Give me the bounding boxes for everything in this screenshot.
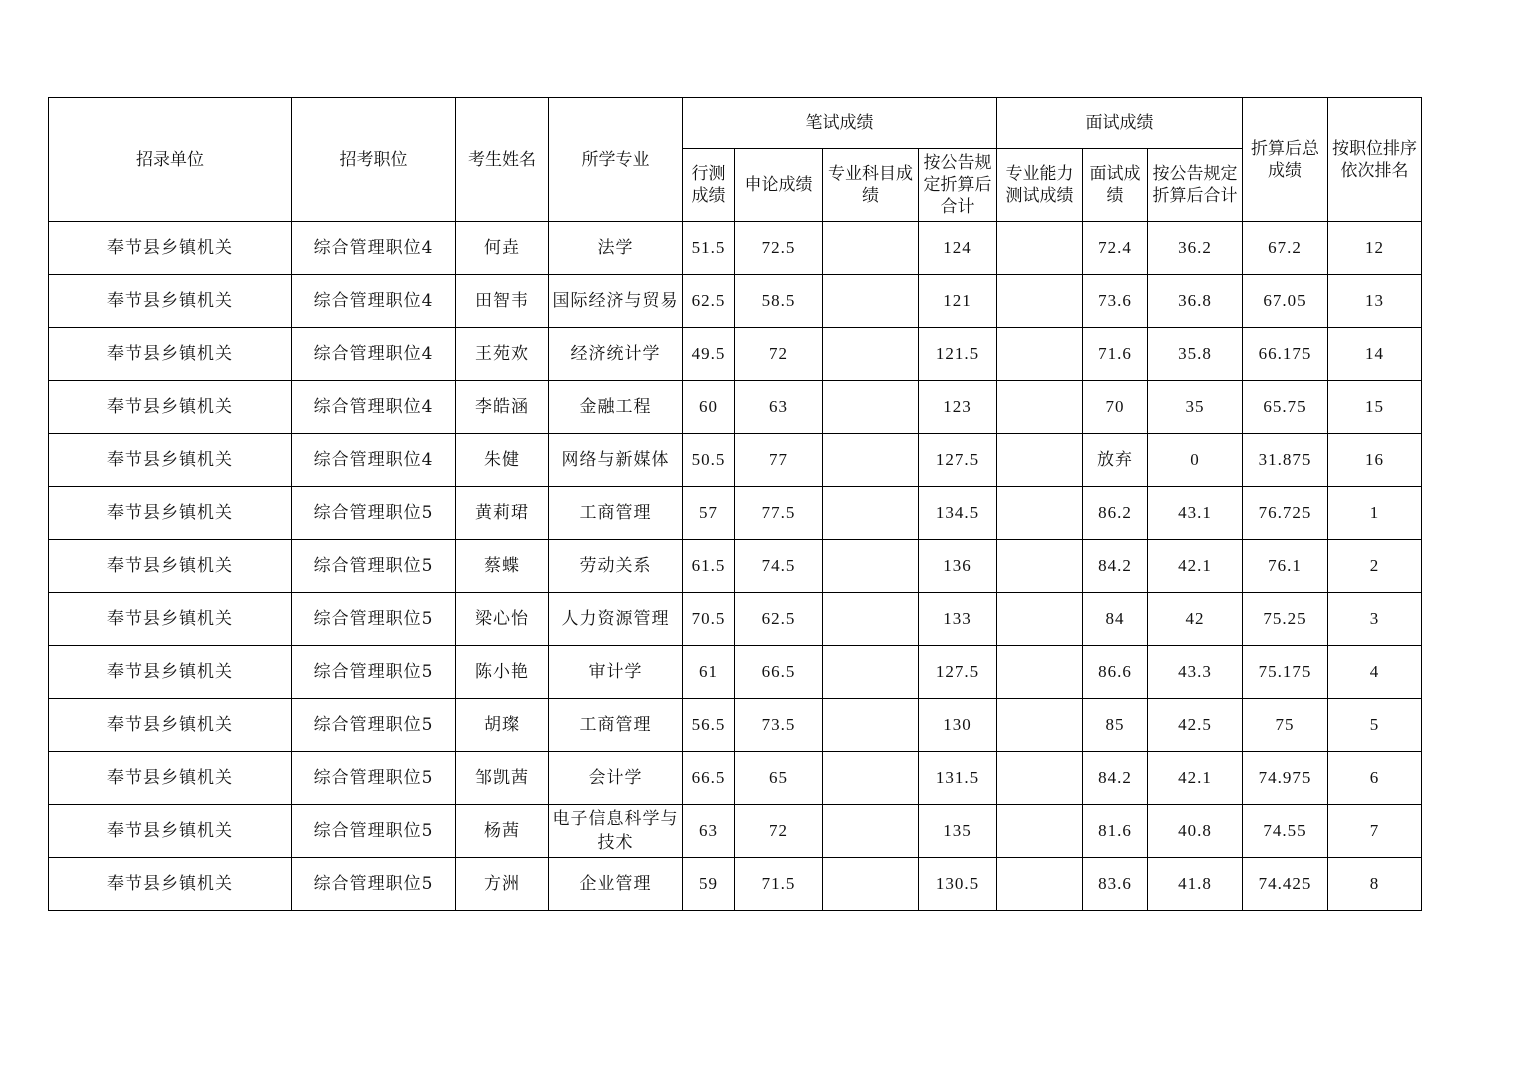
cell-professional xyxy=(823,487,919,540)
cell-professional xyxy=(823,222,919,275)
cell-final: 67.05 xyxy=(1243,275,1328,328)
cell-position: 综合管理职位5 xyxy=(292,805,456,858)
cell-written-total: 130 xyxy=(919,699,997,752)
cell-professional xyxy=(823,540,919,593)
header-written-group: 笔试成绩 xyxy=(683,98,997,149)
cell-final: 74.425 xyxy=(1243,858,1328,911)
cell-ability xyxy=(997,699,1083,752)
header-interview-group: 面试成绩 xyxy=(997,98,1243,149)
cell-final: 66.175 xyxy=(1243,328,1328,381)
cell-name: 梁心怡 xyxy=(456,593,549,646)
cell-major: 国际经济与贸易 xyxy=(549,275,683,328)
cell-final: 76.725 xyxy=(1243,487,1328,540)
header-professional: 专业科目成绩 xyxy=(823,149,919,222)
cell-final: 75.175 xyxy=(1243,646,1328,699)
cell-interview-total: 41.8 xyxy=(1148,858,1243,911)
cell-shenlun: 66.5 xyxy=(735,646,823,699)
cell-xingce: 70.5 xyxy=(683,593,735,646)
cell-major: 金融工程 xyxy=(549,381,683,434)
header-final-total: 折算后总成绩 xyxy=(1243,98,1328,222)
cell-professional xyxy=(823,381,919,434)
cell-interview-total: 42.5 xyxy=(1148,699,1243,752)
cell-rank: 14 xyxy=(1328,328,1422,381)
cell-name: 王苑欢 xyxy=(456,328,549,381)
cell-interview-total: 42.1 xyxy=(1148,540,1243,593)
cell-xingce: 56.5 xyxy=(683,699,735,752)
cell-major: 会计学 xyxy=(549,752,683,805)
header-shenlun: 申论成绩 xyxy=(735,149,823,222)
cell-interview-total: 35.8 xyxy=(1148,328,1243,381)
cell-name: 胡璨 xyxy=(456,699,549,752)
cell-ability xyxy=(997,646,1083,699)
cell-final: 76.1 xyxy=(1243,540,1328,593)
header-unit: 招录单位 xyxy=(49,98,292,222)
cell-shenlun: 77.5 xyxy=(735,487,823,540)
cell-position: 综合管理职位5 xyxy=(292,752,456,805)
cell-professional xyxy=(823,646,919,699)
cell-ability xyxy=(997,805,1083,858)
cell-major: 工商管理 xyxy=(549,487,683,540)
header-xingce: 行测成绩 xyxy=(683,149,735,222)
cell-written-total: 135 xyxy=(919,805,997,858)
cell-interview: 73.6 xyxy=(1083,275,1148,328)
cell-shenlun: 71.5 xyxy=(735,858,823,911)
cell-xingce: 51.5 xyxy=(683,222,735,275)
cell-rank: 12 xyxy=(1328,222,1422,275)
header-row-1 xyxy=(49,98,1422,149)
cell-name: 邹凯茜 xyxy=(456,752,549,805)
cell-unit: 奉节县乡镇机关 xyxy=(49,434,292,487)
cell-ability xyxy=(997,275,1083,328)
cell-interview: 70 xyxy=(1083,381,1148,434)
cell-professional xyxy=(823,858,919,911)
cell-unit: 奉节县乡镇机关 xyxy=(49,805,292,858)
table-row xyxy=(49,805,1422,858)
cell-rank: 13 xyxy=(1328,275,1422,328)
cell-interview: 71.6 xyxy=(1083,328,1148,381)
cell-written-total: 121.5 xyxy=(919,328,997,381)
cell-major: 人力资源管理 xyxy=(549,593,683,646)
cell-unit: 奉节县乡镇机关 xyxy=(49,540,292,593)
cell-ability xyxy=(997,593,1083,646)
cell-written-total: 136 xyxy=(919,540,997,593)
header-written-total: 按公告规定折算后合计 xyxy=(919,149,997,222)
cell-ability xyxy=(997,434,1083,487)
cell-name: 杨茜 xyxy=(456,805,549,858)
cell-professional xyxy=(823,328,919,381)
table-row xyxy=(49,646,1422,699)
cell-major: 经济统计学 xyxy=(549,328,683,381)
cell-unit: 奉节县乡镇机关 xyxy=(49,328,292,381)
cell-name: 田智韦 xyxy=(456,275,549,328)
table-row xyxy=(49,381,1422,434)
cell-ability xyxy=(997,487,1083,540)
cell-final: 75.25 xyxy=(1243,593,1328,646)
cell-shenlun: 72 xyxy=(735,328,823,381)
cell-ability xyxy=(997,752,1083,805)
cell-major: 网络与新媒体 xyxy=(549,434,683,487)
cell-rank: 6 xyxy=(1328,752,1422,805)
cell-major: 审计学 xyxy=(549,646,683,699)
cell-unit: 奉节县乡镇机关 xyxy=(49,222,292,275)
cell-name: 方洲 xyxy=(456,858,549,911)
cell-major: 电子信息科学与技术 xyxy=(549,805,683,858)
cell-unit: 奉节县乡镇机关 xyxy=(49,858,292,911)
header-major: 所学专业 xyxy=(549,98,683,222)
cell-written-total: 127.5 xyxy=(919,646,997,699)
cell-xingce: 49.5 xyxy=(683,328,735,381)
cell-xingce: 63 xyxy=(683,805,735,858)
cell-rank: 5 xyxy=(1328,699,1422,752)
header-ability: 专业能力测试成绩 xyxy=(997,149,1083,222)
cell-rank: 4 xyxy=(1328,646,1422,699)
header-interview-total: 按公告规定折算后合计 xyxy=(1148,149,1243,222)
cell-name: 陈小艳 xyxy=(456,646,549,699)
cell-interview: 86.6 xyxy=(1083,646,1148,699)
cell-interview: 84 xyxy=(1083,593,1148,646)
cell-position: 综合管理职位4 xyxy=(292,222,456,275)
table-body xyxy=(49,222,1422,911)
cell-shenlun: 74.5 xyxy=(735,540,823,593)
cell-written-total: 124 xyxy=(919,222,997,275)
cell-rank: 15 xyxy=(1328,381,1422,434)
cell-major: 工商管理 xyxy=(549,699,683,752)
table-row xyxy=(49,752,1422,805)
cell-unit: 奉节县乡镇机关 xyxy=(49,752,292,805)
cell-written-total: 130.5 xyxy=(919,858,997,911)
cell-ability xyxy=(997,222,1083,275)
cell-major: 法学 xyxy=(549,222,683,275)
cell-major: 劳动关系 xyxy=(549,540,683,593)
cell-unit: 奉节县乡镇机关 xyxy=(49,646,292,699)
cell-shenlun: 77 xyxy=(735,434,823,487)
table-row xyxy=(49,593,1422,646)
score-table xyxy=(48,97,1422,911)
cell-ability xyxy=(997,540,1083,593)
cell-position: 综合管理职位5 xyxy=(292,646,456,699)
cell-final: 67.2 xyxy=(1243,222,1328,275)
cell-final: 31.875 xyxy=(1243,434,1328,487)
table-row xyxy=(49,540,1422,593)
cell-rank: 8 xyxy=(1328,858,1422,911)
cell-shenlun: 62.5 xyxy=(735,593,823,646)
cell-position: 综合管理职位4 xyxy=(292,328,456,381)
cell-rank: 1 xyxy=(1328,487,1422,540)
cell-xingce: 61 xyxy=(683,646,735,699)
cell-major: 企业管理 xyxy=(549,858,683,911)
cell-xingce: 61.5 xyxy=(683,540,735,593)
cell-rank: 2 xyxy=(1328,540,1422,593)
cell-shenlun: 72.5 xyxy=(735,222,823,275)
cell-professional xyxy=(823,752,919,805)
cell-xingce: 57 xyxy=(683,487,735,540)
cell-shenlun: 63 xyxy=(735,381,823,434)
cell-interview-total: 36.8 xyxy=(1148,275,1243,328)
cell-written-total: 127.5 xyxy=(919,434,997,487)
cell-written-total: 131.5 xyxy=(919,752,997,805)
cell-interview-total: 36.2 xyxy=(1148,222,1243,275)
cell-professional xyxy=(823,805,919,858)
cell-xingce: 60 xyxy=(683,381,735,434)
cell-professional xyxy=(823,699,919,752)
table-row xyxy=(49,699,1422,752)
cell-xingce: 59 xyxy=(683,858,735,911)
cell-interview: 放弃 xyxy=(1083,434,1148,487)
cell-professional xyxy=(823,593,919,646)
cell-written-total: 123 xyxy=(919,381,997,434)
cell-interview-total: 43.1 xyxy=(1148,487,1243,540)
cell-ability xyxy=(997,858,1083,911)
cell-xingce: 66.5 xyxy=(683,752,735,805)
cell-unit: 奉节县乡镇机关 xyxy=(49,381,292,434)
cell-position: 综合管理职位5 xyxy=(292,593,456,646)
table-row xyxy=(49,275,1422,328)
cell-unit: 奉节县乡镇机关 xyxy=(49,593,292,646)
cell-rank: 3 xyxy=(1328,593,1422,646)
table-row xyxy=(49,487,1422,540)
cell-unit: 奉节县乡镇机关 xyxy=(49,699,292,752)
cell-unit: 奉节县乡镇机关 xyxy=(49,275,292,328)
header-interview-score: 面试成绩 xyxy=(1083,149,1148,222)
cell-xingce: 50.5 xyxy=(683,434,735,487)
cell-final: 65.75 xyxy=(1243,381,1328,434)
cell-rank: 7 xyxy=(1328,805,1422,858)
cell-position: 综合管理职位5 xyxy=(292,540,456,593)
cell-name: 黄莉珺 xyxy=(456,487,549,540)
cell-ability xyxy=(997,328,1083,381)
table-row xyxy=(49,222,1422,275)
cell-interview: 83.6 xyxy=(1083,858,1148,911)
cell-name: 朱健 xyxy=(456,434,549,487)
header-rank: 按职位排序依次排名 xyxy=(1328,98,1422,222)
header-position: 招考职位 xyxy=(292,98,456,222)
header-name: 考生姓名 xyxy=(456,98,549,222)
cell-interview: 86.2 xyxy=(1083,487,1148,540)
cell-shenlun: 72 xyxy=(735,805,823,858)
cell-position: 综合管理职位4 xyxy=(292,434,456,487)
cell-interview-total: 42 xyxy=(1148,593,1243,646)
cell-position: 综合管理职位5 xyxy=(292,699,456,752)
cell-position: 综合管理职位4 xyxy=(292,381,456,434)
cell-shenlun: 58.5 xyxy=(735,275,823,328)
cell-interview-total: 43.3 xyxy=(1148,646,1243,699)
cell-unit: 奉节县乡镇机关 xyxy=(49,487,292,540)
cell-interview: 84.2 xyxy=(1083,540,1148,593)
cell-position: 综合管理职位5 xyxy=(292,858,456,911)
cell-professional xyxy=(823,434,919,487)
cell-name: 何垚 xyxy=(456,222,549,275)
cell-rank: 16 xyxy=(1328,434,1422,487)
cell-interview-total: 42.1 xyxy=(1148,752,1243,805)
cell-written-total: 134.5 xyxy=(919,487,997,540)
cell-interview: 72.4 xyxy=(1083,222,1148,275)
cell-interview: 81.6 xyxy=(1083,805,1148,858)
cell-final: 74.55 xyxy=(1243,805,1328,858)
cell-written-total: 121 xyxy=(919,275,997,328)
cell-ability xyxy=(997,381,1083,434)
cell-interview-total: 40.8 xyxy=(1148,805,1243,858)
cell-shenlun: 73.5 xyxy=(735,699,823,752)
cell-position: 综合管理职位4 xyxy=(292,275,456,328)
table-row xyxy=(49,434,1422,487)
cell-written-total: 133 xyxy=(919,593,997,646)
table-row xyxy=(49,858,1422,911)
cell-interview-total: 35 xyxy=(1148,381,1243,434)
cell-name: 蔡蝶 xyxy=(456,540,549,593)
cell-position: 综合管理职位5 xyxy=(292,487,456,540)
cell-final: 75 xyxy=(1243,699,1328,752)
cell-interview: 84.2 xyxy=(1083,752,1148,805)
cell-name: 李皓涵 xyxy=(456,381,549,434)
cell-professional xyxy=(823,275,919,328)
cell-final: 74.975 xyxy=(1243,752,1328,805)
cell-interview-total: 0 xyxy=(1148,434,1243,487)
cell-interview: 85 xyxy=(1083,699,1148,752)
cell-xingce: 62.5 xyxy=(683,275,735,328)
cell-shenlun: 65 xyxy=(735,752,823,805)
table-row xyxy=(49,328,1422,381)
